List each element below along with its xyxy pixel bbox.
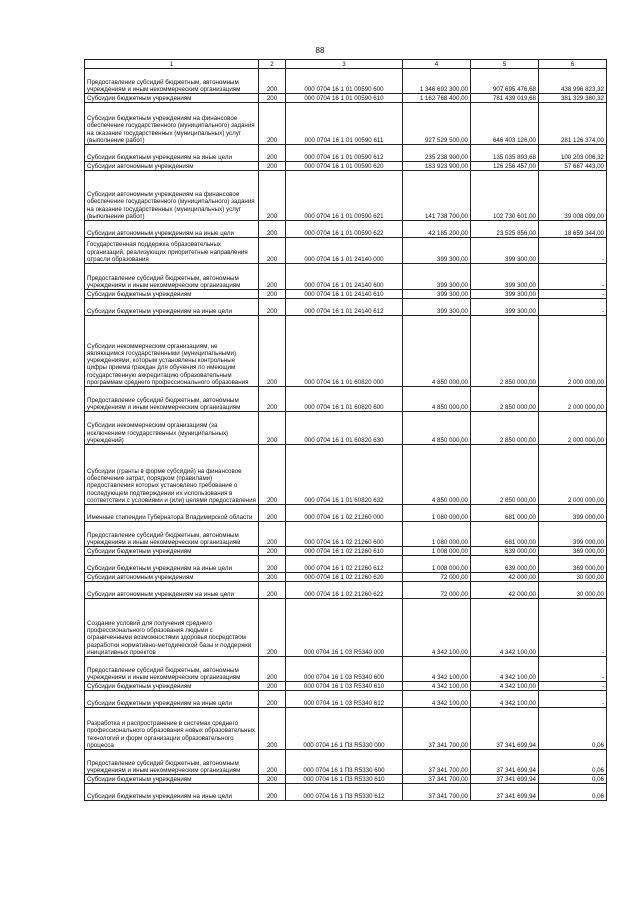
row-name: Субсидии автономным учреждениям на иные цели — [85, 582, 259, 599]
header-col-1: 1 — [85, 60, 259, 69]
row-approved: 1 346 692 300,00 — [403, 69, 471, 94]
row-remaining: - — [539, 657, 607, 682]
row-code: 200 — [259, 94, 286, 103]
row-name: Субсидии некоммерческим организациям (за исключением государственных (муниципальных) учреждений) — [85, 412, 259, 445]
row-remaining: 281 126 374,00 — [539, 103, 607, 145]
table-row — [85, 691, 607, 708]
row-code: 200 — [259, 784, 286, 801]
row-executed: 639 000,00 — [471, 556, 539, 573]
header-row — [85, 60, 607, 69]
table-row — [85, 316, 607, 387]
row-executed: 399 300,00 — [471, 238, 539, 264]
row-kbk: 000 0704 16 1 03 R5340 610 — [286, 682, 403, 691]
row-executed: 37 341 699,94 — [471, 750, 539, 775]
row-kbk: 000 0704 16 1 03 R5340 600 — [286, 657, 403, 682]
row-executed: 4 342 100,00 — [471, 682, 539, 691]
row-approved: 183 923 900,00 — [403, 162, 471, 171]
row-remaining: 381 329 380,32 — [539, 94, 607, 103]
row-kbk: 000 0704 16 1 02 21260 620 — [286, 573, 403, 582]
row-approved: 4 342 100,00 — [403, 691, 471, 708]
row-remaining: 0,06 — [539, 750, 607, 775]
row-code: 200 — [259, 290, 286, 299]
row-code: 200 — [259, 657, 286, 682]
header-col-3: 3 — [286, 60, 403, 69]
row-kbk: 000 0704 16 1 П3 R5330 610 — [286, 775, 403, 784]
row-name: Субсидии бюджетным учреждениям на иные цели — [85, 556, 259, 573]
row-remaining: - — [539, 238, 607, 264]
table-row — [85, 582, 607, 599]
table-row — [85, 445, 607, 505]
row-remaining: - — [539, 599, 607, 657]
row-code: 200 — [259, 547, 286, 556]
table-row — [85, 750, 607, 775]
row-remaining: - — [539, 290, 607, 299]
header-col-2: 2 — [259, 60, 286, 69]
row-code: 200 — [259, 599, 286, 657]
row-approved: 927 529 500,00 — [403, 103, 471, 145]
table-row — [85, 599, 607, 657]
budget-table — [84, 59, 607, 801]
row-executed: 102 730 601,00 — [471, 171, 539, 221]
row-remaining: 100 203 006,32 — [539, 145, 607, 162]
row-approved: 1 008 000,00 — [403, 556, 471, 573]
row-name: Субсидии автономным учреждениям на иные цели — [85, 221, 259, 238]
row-name: Субсидии автономным учреждениям на финансовое обеспечение государственного (муниципального) задания на оказание государственных (муниципальных) услуг (выполнение работ) — [85, 171, 259, 221]
row-kbk: 000 0704 16 1 01 60820 600 — [286, 387, 403, 412]
table-row — [85, 708, 607, 750]
table-row — [85, 238, 607, 264]
row-approved: 37 341 700,00 — [403, 750, 471, 775]
row-executed: 2 850 000,00 — [471, 316, 539, 387]
table-row — [85, 547, 607, 556]
row-executed: 907 695 476,68 — [471, 69, 539, 94]
row-kbk: 000 0704 16 1 П3 R5330 612 — [286, 784, 403, 801]
row-executed: 399 300,00 — [471, 290, 539, 299]
row-remaining: - — [539, 264, 607, 290]
row-executed: 4 342 100,00 — [471, 691, 539, 708]
row-name: Субсидии бюджетным учреждениям — [85, 682, 259, 691]
row-approved: 37 341 700,00 — [403, 708, 471, 750]
row-approved: 37 341 700,00 — [403, 775, 471, 784]
table-row — [85, 682, 607, 691]
row-name: Субсидии автономным учреждениям — [85, 162, 259, 171]
row-kbk: 000 0704 16 1 01 24140 600 — [286, 264, 403, 290]
row-name: Создание условий для получения среднего профессионального образования людьми с ограниченными возможностями здоровья посредством разработки нормативно-методической базы и поддержки инициативных проектов — [85, 599, 259, 657]
row-remaining: 0,06 — [539, 775, 607, 784]
row-executed: 399 300,00 — [471, 264, 539, 290]
table-row — [85, 657, 607, 682]
table-row — [85, 505, 607, 522]
row-remaining: - — [539, 682, 607, 691]
row-approved: 4 850 000,00 — [403, 316, 471, 387]
row-kbk: 000 0704 16 1 01 60820 630 — [286, 412, 403, 445]
table-row — [85, 145, 607, 162]
row-code: 200 — [259, 505, 286, 522]
row-code: 200 — [259, 775, 286, 784]
row-approved: 141 738 700,00 — [403, 171, 471, 221]
table-row — [85, 171, 607, 221]
row-name: Субсидии (гранты в форме субсидий) на финансовое обеспечение затрат, порядком (правилами) предоставления которых установлено требование о последующем подтверждении их использования в соответствии с условиями и (или) целями предоставления — [85, 445, 259, 505]
row-approved: 399 300,00 — [403, 290, 471, 299]
row-executed: 646 403 126,00 — [471, 103, 539, 145]
row-name: Разработка и распространение в системах среднего профессионального образования новых образовательных технологий и форм организации образовательного процесса — [85, 708, 259, 750]
row-remaining: 0,06 — [539, 784, 607, 801]
row-remaining: 30 000,00 — [539, 582, 607, 599]
row-kbk: 000 0704 16 1 01 00590 612 — [286, 145, 403, 162]
row-executed: 2 850 000,00 — [471, 445, 539, 505]
row-code: 200 — [259, 682, 286, 691]
row-kbk: 000 0704 16 1 01 00590 622 — [286, 221, 403, 238]
table-row — [85, 69, 607, 94]
row-name: Субсидии бюджетным учреждениям на иные цели — [85, 784, 259, 801]
row-code: 200 — [259, 103, 286, 145]
row-name: Субсидии автономным учреждениям — [85, 573, 259, 582]
row-code: 200 — [259, 162, 286, 171]
row-name: Субсидии бюджетным учреждениям — [85, 775, 259, 784]
row-kbk: 000 0704 16 1 02 21260 612 — [286, 556, 403, 573]
row-executed: 2 850 000,00 — [471, 412, 539, 445]
row-code: 200 — [259, 522, 286, 547]
table-row — [85, 573, 607, 582]
row-kbk: 000 0704 16 1 01 60820 000 — [286, 316, 403, 387]
row-executed: 37 341 699,94 — [471, 775, 539, 784]
row-code: 200 — [259, 145, 286, 162]
row-approved: 399 300,00 — [403, 299, 471, 316]
row-executed: 37 341 699,94 — [471, 708, 539, 750]
row-approved: 42 185 200,00 — [403, 221, 471, 238]
row-name: Субсидии бюджетным учреждениям на иные цели — [85, 299, 259, 316]
row-remaining: - — [539, 299, 607, 316]
table-row — [85, 299, 607, 316]
row-name: Субсидии некоммерческим организациям, не являющимся государственными (муниципальными) учреждениями, которым установлены контрольные цифры приема граждан для обучения по имеющим государственную аккредитацию образовательным программам среднего профессионального образования — [85, 316, 259, 387]
header-col-4: 4 — [403, 60, 471, 69]
row-approved: 235 238 900,00 — [403, 145, 471, 162]
row-code: 200 — [259, 238, 286, 264]
table-row — [85, 103, 607, 145]
row-remaining: - — [539, 691, 607, 708]
row-code: 200 — [259, 412, 286, 445]
row-remaining: 2 000 000,00 — [539, 445, 607, 505]
row-remaining: 369 000,00 — [539, 556, 607, 573]
table-row — [85, 264, 607, 290]
row-kbk: 000 0704 16 1 03 R5340 000 — [286, 599, 403, 657]
row-executed: 135 035 893,68 — [471, 145, 539, 162]
row-name: Субсидии бюджетным учреждениям на иные цели — [85, 145, 259, 162]
row-name: Именные стипендии Губернатора Владимирской области — [85, 505, 259, 522]
row-executed: 4 342 100,00 — [471, 599, 539, 657]
table-row — [85, 784, 607, 801]
row-kbk: 000 0704 16 1 01 60820 632 — [286, 445, 403, 505]
row-kbk: 000 0704 16 1 01 00590 621 — [286, 171, 403, 221]
row-kbk: 000 0704 16 1 01 24140 000 — [286, 238, 403, 264]
row-code: 200 — [259, 573, 286, 582]
row-code: 200 — [259, 556, 286, 573]
row-approved: 4 850 000,00 — [403, 387, 471, 412]
row-kbk: 000 0704 16 1 02 21260 610 — [286, 547, 403, 556]
row-code: 200 — [259, 264, 286, 290]
row-code: 200 — [259, 708, 286, 750]
row-kbk: 000 0704 16 1 П3 R5330 000 — [286, 708, 403, 750]
table-row — [85, 556, 607, 573]
row-remaining: 0,06 — [539, 708, 607, 750]
row-code: 200 — [259, 750, 286, 775]
row-executed: 2 850 000,00 — [471, 387, 539, 412]
row-code: 200 — [259, 299, 286, 316]
table-row — [85, 221, 607, 238]
row-remaining: 30 000,00 — [539, 573, 607, 582]
row-approved: 399 300,00 — [403, 238, 471, 264]
table-row — [85, 412, 607, 445]
row-name: Субсидии бюджетным учреждениям — [85, 547, 259, 556]
row-executed: 37 341 699,94 — [471, 784, 539, 801]
row-code: 200 — [259, 316, 286, 387]
row-kbk: 000 0704 16 1 01 24140 612 — [286, 299, 403, 316]
row-remaining: 2 000 000,00 — [539, 412, 607, 445]
row-approved: 4 342 100,00 — [403, 682, 471, 691]
row-kbk: 000 0704 16 1 01 00590 611 — [286, 103, 403, 145]
row-kbk: 000 0704 16 1 01 00590 610 — [286, 94, 403, 103]
row-kbk: 000 0704 16 1 01 24140 610 — [286, 290, 403, 299]
row-remaining: 369 000,00 — [539, 547, 607, 556]
row-kbk: 000 0704 16 1 02 21260 600 — [286, 522, 403, 547]
row-remaining: 39 008 099,00 — [539, 171, 607, 221]
row-code: 200 — [259, 221, 286, 238]
row-kbk: 000 0704 16 1 03 R5340 612 — [286, 691, 403, 708]
row-name: Субсидии бюджетным учреждениям на финансовое обеспечение государственного (муниципального) задания на оказание государственных (муниципальных) услуг (выполнение работ) — [85, 103, 259, 145]
row-name: Предоставление субсидий бюджетным, автономным учреждениям и иным некоммерческим организациям — [85, 657, 259, 682]
page-number: 88 — [315, 46, 325, 55]
row-remaining: 399 000,00 — [539, 522, 607, 547]
row-approved: 399 300,00 — [403, 264, 471, 290]
row-approved: 4 850 000,00 — [403, 445, 471, 505]
row-kbk: 000 0704 16 1 02 21260 622 — [286, 582, 403, 599]
row-name: Предоставление субсидий бюджетным, автономным учреждениям и иным некоммерческим организациям — [85, 264, 259, 290]
row-code: 200 — [259, 171, 286, 221]
row-executed: 126 256 457,00 — [471, 162, 539, 171]
row-executed: 681 000,00 — [471, 505, 539, 522]
row-executed: 42 000,00 — [471, 582, 539, 599]
table-row — [85, 775, 607, 784]
table-row — [85, 94, 607, 103]
row-kbk: 000 0704 16 1 01 00590 600 — [286, 69, 403, 94]
row-approved: 4 850 000,00 — [403, 412, 471, 445]
row-name: Субсидии бюджетным учреждениям — [85, 290, 259, 299]
row-code: 200 — [259, 69, 286, 94]
row-approved: 1 080 000,00 — [403, 505, 471, 522]
row-code: 200 — [259, 691, 286, 708]
row-executed: 4 342 100,00 — [471, 657, 539, 682]
row-executed: 23 525 856,00 — [471, 221, 539, 238]
row-kbk: 000 0704 16 1 П3 R5330 600 — [286, 750, 403, 775]
row-name: Предоставление субсидий бюджетным, автономным учреждениям и иным некоммерческим организациям — [85, 750, 259, 775]
table-row — [85, 387, 607, 412]
row-name: Субсидии бюджетным учреждениям на иные цели — [85, 691, 259, 708]
row-name: Субсидии бюджетным учреждениям — [85, 94, 259, 103]
row-remaining: 2 000 000,00 — [539, 316, 607, 387]
row-executed: 42 000,00 — [471, 573, 539, 582]
row-approved: 4 342 100,00 — [403, 599, 471, 657]
row-code: 200 — [259, 445, 286, 505]
row-executed: 781 439 019,68 — [471, 94, 539, 103]
row-name: Государственная поддержка образовательных организаций, реализующих приоритетные направления отрасли образования — [85, 238, 259, 264]
row-name: Предоставление субсидий бюджетным, автономным учреждениям и иным некоммерческим организациям — [85, 69, 259, 94]
row-kbk: 000 0704 16 1 02 21260 000 — [286, 505, 403, 522]
row-name: Предоставление субсидий бюджетным, автономным учреждениям и иным некоммерческим организациям — [85, 522, 259, 547]
row-approved: 72 000,00 — [403, 573, 471, 582]
table-row — [85, 522, 607, 547]
row-approved: 4 342 100,00 — [403, 657, 471, 682]
header-col-6: 6 — [539, 60, 607, 69]
row-code: 200 — [259, 387, 286, 412]
row-executed: 639 000,00 — [471, 547, 539, 556]
table-row — [85, 290, 607, 299]
table-row — [85, 162, 607, 171]
header-col-5: 5 — [471, 60, 539, 69]
row-approved: 1 162 768 400,00 — [403, 94, 471, 103]
row-approved: 37 341 700,00 — [403, 784, 471, 801]
row-remaining: 2 000 000,00 — [539, 387, 607, 412]
row-name: Предоставление субсидий бюджетным, автономным учреждениям и иным некоммерческим организациям — [85, 387, 259, 412]
row-remaining: 399 000,00 — [539, 505, 607, 522]
row-approved: 72 000,00 — [403, 582, 471, 599]
row-kbk: 000 0704 16 1 01 00590 620 — [286, 162, 403, 171]
row-remaining: 57 667 443,00 — [539, 162, 607, 171]
row-approved: 1 080 000,00 — [403, 522, 471, 547]
row-executed: 399 300,00 — [471, 299, 539, 316]
row-remaining: 438 996 823,32 — [539, 69, 607, 94]
row-executed: 681 000,00 — [471, 522, 539, 547]
row-remaining: 18 659 344,00 — [539, 221, 607, 238]
row-code: 200 — [259, 582, 286, 599]
row-approved: 1 008 000,00 — [403, 547, 471, 556]
